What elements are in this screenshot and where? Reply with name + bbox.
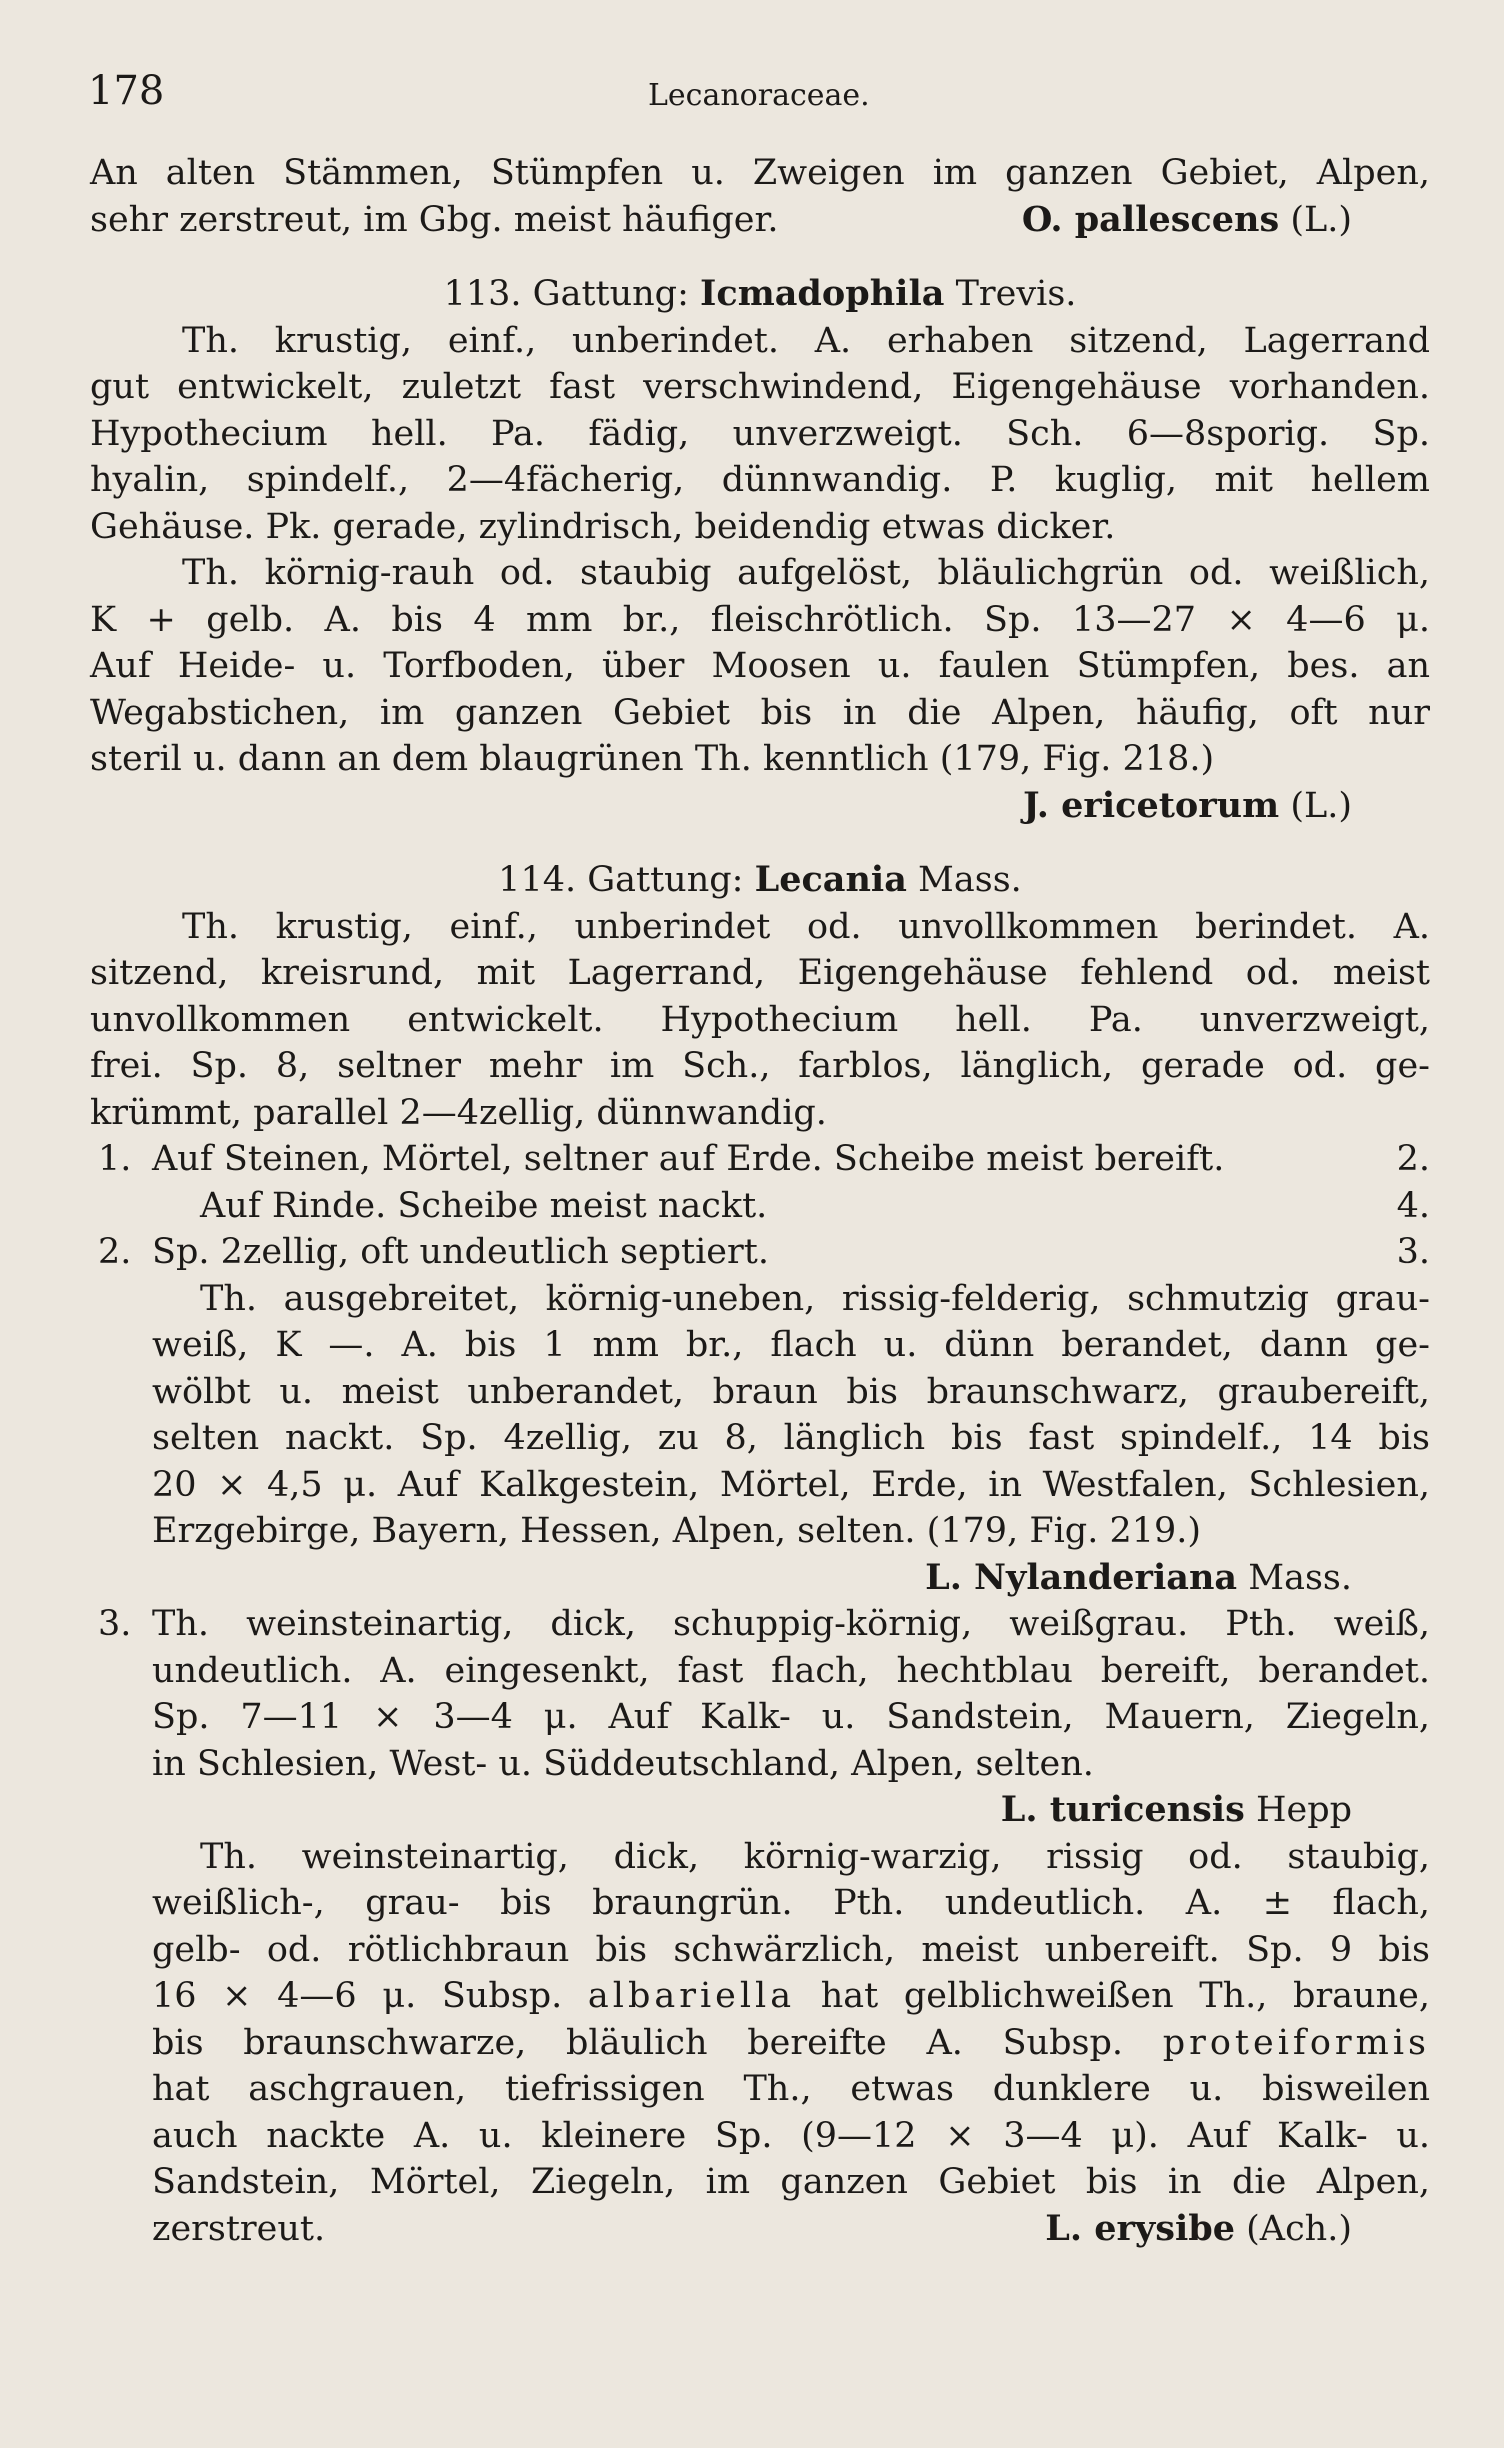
text-line: Auf Heide- u. Torfboden, über Moosen u. faulen Stümpfen, bes. an bbox=[90, 646, 1430, 686]
text-line: hat aschgrauen, tiefrissigen Th., etwas dunklere u. bisweilen bbox=[152, 2069, 1430, 2109]
page-header bbox=[88, 68, 1428, 118]
text-line: hyalin, spindelf., 2—4fächerig, dünnwandig. P. kuglig, mit hellem bbox=[90, 460, 1430, 500]
text-line: gut entwickelt, zuletzt fast verschwindend, Eigengehäuse vorhanden. bbox=[90, 367, 1430, 407]
genus-author: Trevis. bbox=[955, 274, 1077, 314]
key-text: Auf Rinde. Scheibe meist nackt. bbox=[200, 1185, 768, 1226]
text-line bbox=[90, 2206, 1430, 2253]
species-author: (L.) bbox=[1290, 785, 1352, 826]
key-text: Th. weinsteinartig, dick, schuppig-körnig, weißgrau. Pth. weiß, bbox=[152, 1604, 1430, 1644]
line-text: sehr zerstreut, im Gbg. meist häufiger. bbox=[90, 199, 779, 240]
text-line: 20 × 4,5 μ. Auf Kalkgestein, Mörtel, Erde, in Westfalen, Schlesien, bbox=[152, 1464, 1430, 1505]
genus-author: Mass. bbox=[918, 860, 1022, 900]
text-line bbox=[90, 1973, 1430, 2020]
text-line: weiß, K —. A. bis 1 mm br., flach u. dünn berandet, dann ge- bbox=[152, 1325, 1430, 1365]
key-line bbox=[90, 1183, 1430, 1230]
genus-name: Icmadophila bbox=[700, 273, 945, 314]
species-name: L. Nylanderiana bbox=[925, 1556, 1238, 1598]
running-title: Lecanoraceae. bbox=[648, 78, 870, 113]
text-line: Gehäuse. Pk. gerade, zylindrisch, beidendig etwas dicker. bbox=[90, 506, 1116, 547]
text-line: An alten Stämmen, Stümpfen u. Zweigen im ganzen Gebiet, Alpen, bbox=[90, 153, 1430, 193]
text-line: Th. krustig, einf., unberindet od. unvollkommen berindet. A. bbox=[182, 906, 1430, 947]
text-line: gelb- od. rötlichbraun bis schwärzlich, meist unbereift. Sp. 9 bis bbox=[152, 1929, 1430, 1970]
genus-heading bbox=[90, 271, 1430, 318]
text-line: undeutlich. A. eingesenkt, fast flach, hechtblau bereift, berandet. bbox=[152, 1650, 1430, 1691]
subspecies-name: proteiformis bbox=[1162, 2022, 1430, 2063]
key-number: 1. bbox=[98, 1139, 132, 1179]
key-number: 3. bbox=[98, 1604, 132, 1644]
line-text: 16 × 4—6 μ. Subsp. bbox=[152, 1976, 563, 2016]
text-line: Sandstein, Mörtel, Ziegeln, im ganzen Gebiet bis in die Alpen, bbox=[152, 2162, 1430, 2202]
genus-name: Lecania bbox=[754, 859, 907, 900]
text-line: Th. krustig, einf., unberindet. A. erhaben sitzend, Lagerrand bbox=[182, 320, 1430, 361]
key-ref: 3. bbox=[1396, 1232, 1430, 1272]
text-line: sitzend, kreisrund, mit Lagerrand, Eigengehäuse fehlend od. meist bbox=[90, 953, 1430, 993]
text-line bbox=[90, 2020, 1430, 2067]
text-line: steril u. dann an dem blaugrünen Th. kenntlich (179, Fig. 218.) bbox=[90, 739, 1215, 779]
text-line: Sp. 7—11 × 3—4 μ. Auf Kalk- u. Sandstein, Mauern, Ziegeln, bbox=[152, 1697, 1430, 1737]
species-label bbox=[90, 1555, 1430, 1602]
species-label bbox=[1045, 2206, 1352, 2253]
species-label bbox=[90, 1787, 1430, 1834]
key-text: Auf Steinen, Mörtel, seltner auf Erde. Scheibe meist bereift. bbox=[152, 1139, 1225, 1179]
key-ref: 2. bbox=[1396, 1139, 1430, 1179]
species-name: J. ericetorum bbox=[1022, 784, 1280, 826]
text-line: Erzgebirge, Bayern, Hessen, Alpen, selten. (179, Fig. 219.) bbox=[152, 1511, 1202, 1551]
species-label bbox=[90, 783, 1430, 830]
page-body bbox=[90, 150, 1430, 2252]
text-line: Th. körnig-rauh od. staubig aufgelöst, bläulichgrün od. weißlich, bbox=[182, 553, 1430, 593]
key-number: 2. bbox=[98, 1232, 132, 1272]
text-line: K + gelb. A. bis 4 mm br., fleischrötlich. Sp. 13—27 × 4—6 μ. bbox=[90, 599, 1430, 640]
species-label bbox=[1022, 197, 1352, 244]
text-line: wölbt u. meist unberandet, braun bis braunschwarz, graubereift, bbox=[152, 1371, 1430, 1412]
text-line: Hypothecium hell. Pa. fädig, unverzweigt. Sch. 6—8sporig. Sp. bbox=[90, 413, 1430, 454]
species-author: Hepp bbox=[1255, 1790, 1352, 1830]
line-text: zerstreut. bbox=[152, 2208, 326, 2249]
species-author: Mass. bbox=[1248, 1557, 1352, 1598]
species-name: O. pallescens bbox=[1021, 198, 1280, 240]
genus-heading-prefix: 113. Gattung: bbox=[443, 274, 689, 314]
text-line: auch nackte A. u. kleinere Sp. (9—12 × 3—4 μ). Auf Kalk- u. bbox=[152, 2115, 1430, 2156]
text-line: weißlich-, grau- bis braungrün. Pth. undeutlich. A. ± flach, bbox=[152, 1883, 1430, 1923]
text-line: frei. Sp. 8, seltner mehr im Sch., farblos, länglich, gerade od. ge- bbox=[90, 1046, 1430, 1086]
text-line: in Schlesien, West- u. Süddeutschland, Alpen, selten. bbox=[152, 1743, 1094, 1784]
subspecies-name: albariella bbox=[587, 1976, 796, 2016]
species-author: (L.) bbox=[1290, 199, 1352, 240]
species-author: (Ach.) bbox=[1246, 2208, 1352, 2249]
key-text: Sp. 2zellig, oft undeutlich septiert. bbox=[152, 1232, 769, 1272]
genus-heading-prefix: 114. Gattung: bbox=[498, 860, 744, 900]
text-line: Wegabstichen, im ganzen Gebiet bis in die Alpen, häufig, oft nur bbox=[90, 692, 1430, 733]
key-line bbox=[90, 1601, 1430, 1648]
key-line bbox=[90, 1136, 1430, 1183]
genus-heading bbox=[90, 857, 1430, 904]
line-text: bis braunschwarze, bläulich bereifte A. Subsp. bbox=[152, 2022, 1123, 2063]
line-text: hat gelblichweißen Th., braune, bbox=[820, 1976, 1430, 2016]
text-line: Th. weinsteinartig, dick, körnig-warzig, rissig od. staubig, bbox=[200, 1836, 1430, 1877]
text-line: Th. ausgebreitet, körnig-uneben, rissig-felderig, schmutzig grau- bbox=[200, 1278, 1430, 1319]
text-line: krümmt, parallel 2—4zellig, dünnwandig. bbox=[90, 1092, 827, 1133]
species-name: L. turicensis bbox=[1000, 1789, 1245, 1830]
text-line: selten nackt. Sp. 4zellig, zu 8, länglich bis fast spindelf., 14 bis bbox=[152, 1418, 1430, 1458]
key-line bbox=[90, 1229, 1430, 1276]
text-line bbox=[90, 197, 1430, 244]
page-number: 178 bbox=[88, 68, 165, 114]
key-ref: 4. bbox=[1396, 1185, 1430, 1226]
species-name: L. erysibe bbox=[1045, 2207, 1235, 2249]
text-line: unvollkommen entwickelt. Hypothecium hell. Pa. unverzweigt, bbox=[90, 999, 1430, 1040]
